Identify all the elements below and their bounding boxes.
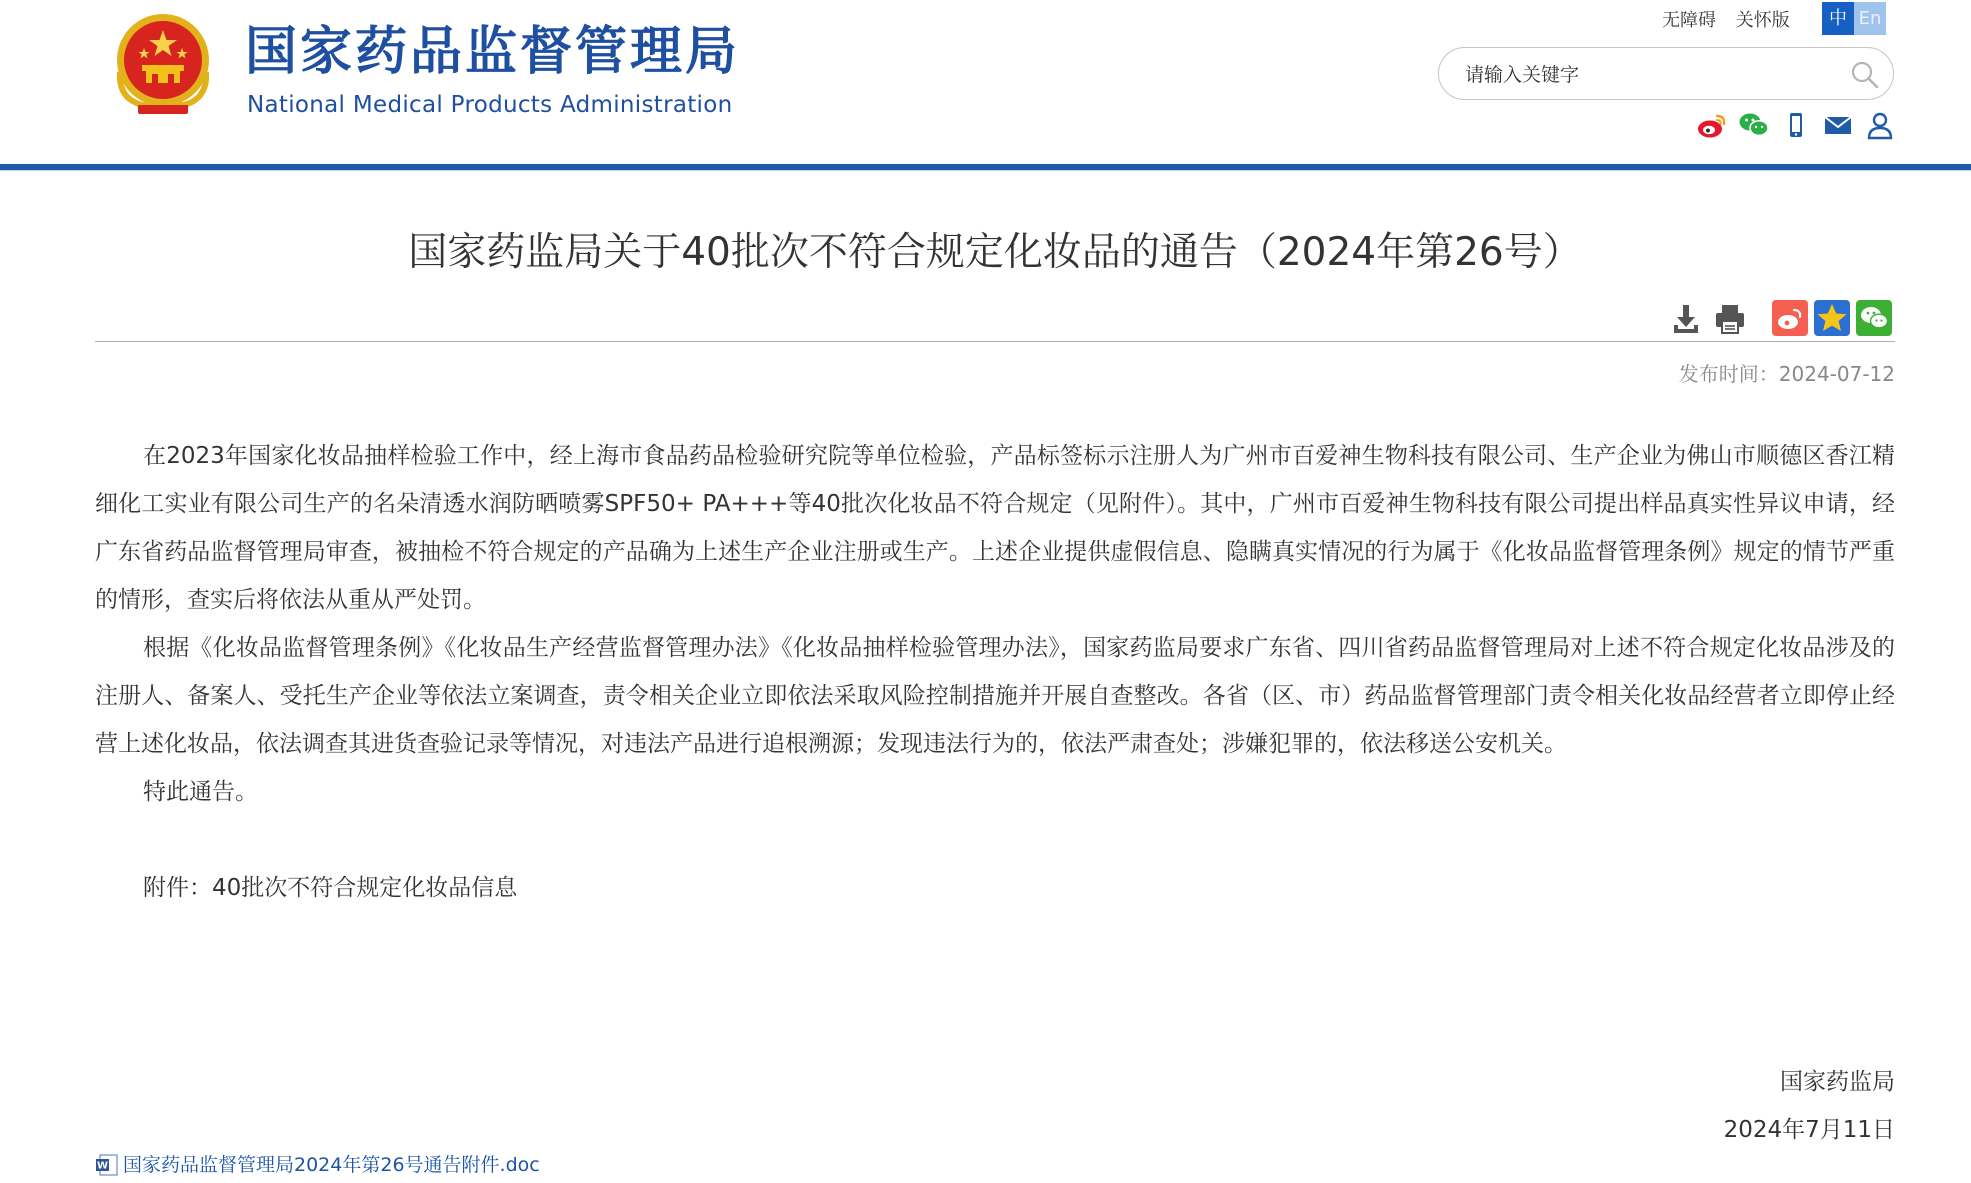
print-icon[interactable]	[1712, 301, 1748, 337]
download-icon[interactable]	[1668, 301, 1704, 337]
article-paragraph: 根据《化妆品监督管理条例》《化妆品生产经营监督管理办法》《化妆品抽样检验管理办法》，国家药监局要求广东省、四川省药品监督管理局对上述不符合规定化妆品涉及的注册人、备案人、受托生产企业等依法立案调查，责令相关企业立即依法采取风险控制措施并开展自查整改。各省（区、市）药品监督管理部门责令相关化妆品经营者立即停止经营上述化妆品，依法调查其进货查验记录等情况，对违法产品进行追根溯源；发现违法行为的，依法严肃查处；涉嫌犯罪的，依法移送公安机关。	[95, 635, 1895, 757]
site-title-en[interactable]: National Medical Products Administration	[247, 92, 733, 118]
mail-icon[interactable]	[1822, 110, 1854, 140]
sign-date: 2024年7月11日	[1723, 1117, 1895, 1143]
site-header	[0, 0, 1971, 163]
signature: 国家药监局	[1780, 1069, 1895, 1095]
attachment-filename[interactable]: 国家药品监督管理局2024年第26号通告附件.doc	[123, 1154, 540, 1176]
share-buttons	[1772, 300, 1892, 336]
header-social-icons	[1696, 110, 1896, 140]
attachment-note: 附件：40批次不符合规定化妆品信息	[143, 875, 518, 901]
mobile-icon[interactable]	[1780, 110, 1812, 140]
weibo-share-icon[interactable]	[1772, 300, 1808, 336]
publish-date: 发布时间：2024-07-12	[1678, 362, 1895, 386]
attachment-download-link[interactable]	[95, 1153, 540, 1177]
article-title: 国家药监局关于40批次不符合规定化妆品的通告（2024年第26号）	[408, 230, 1582, 275]
title-divider	[95, 341, 1895, 342]
site-title-cn[interactable]: 国家药品监督管理局	[245, 22, 741, 82]
search-input[interactable]	[1463, 58, 1827, 92]
search-box	[1438, 47, 1894, 100]
favorite-star-icon[interactable]	[1814, 300, 1850, 336]
wechat-share-icon[interactable]	[1856, 300, 1892, 336]
wechat-icon[interactable]	[1738, 110, 1770, 140]
svg-text:W: W	[96, 1160, 109, 1172]
word-doc-icon	[95, 1153, 119, 1177]
article-tools	[1668, 301, 1748, 337]
header-divider-shadow	[0, 170, 1971, 171]
article-paragraph: 特此通告。	[143, 779, 258, 805]
accessibility-link[interactable]: 无障碍	[1662, 10, 1716, 31]
elderly-mode-link[interactable]: 关怀版	[1735, 10, 1790, 31]
national-emblem-logo[interactable]	[108, 10, 218, 122]
search-icon[interactable]	[1849, 59, 1881, 91]
weibo-icon[interactable]	[1696, 110, 1728, 140]
lang-cn-button[interactable]: 中	[1822, 2, 1854, 35]
user-icon[interactable]	[1864, 110, 1896, 140]
language-switch	[1822, 2, 1886, 35]
article-paragraph: 在2023年国家化妆品抽样检验工作中，经上海市食品药品检验研究院等单位检验，产品标签标示注册人为广州市百爱神生物科技有限公司、生产企业为佛山市顺德区香江精细化工实业有限公司生产的名朵清透水润防晒喷雾SPF50+ PA+++等40批次化妆品不符合规定（见附件）。其中，广州市百爱神生物科技有限公司提出样品真实性异议申请，经广东省药品监督管理局审查，被抽检不符合规定的产品确为上述生产企业注册或生产。上述企业提供虚假信息、隐瞒真实情况的行为属于《化妆品监督管理条例》规定的情节严重的情形，查实后将依法从重从严处罚。	[95, 443, 1895, 613]
lang-en-button[interactable]: En	[1854, 2, 1886, 35]
top-utility-links	[1662, 6, 1804, 32]
